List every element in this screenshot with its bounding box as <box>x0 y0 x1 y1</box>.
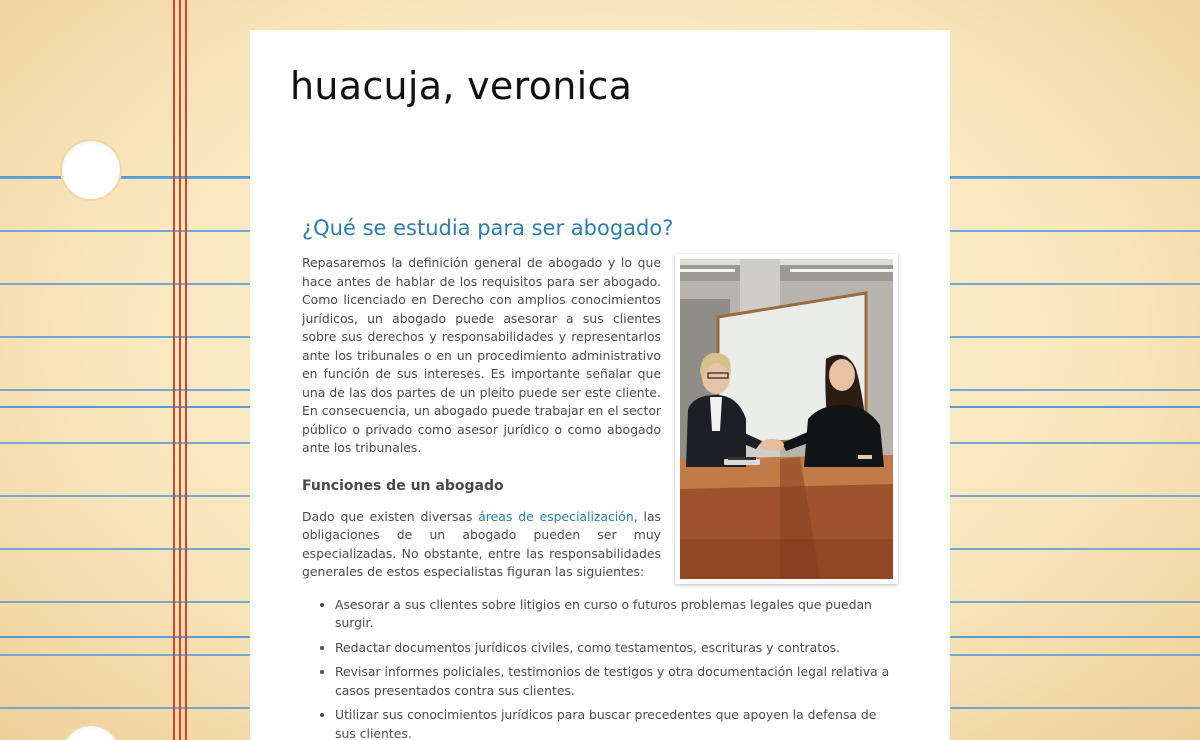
margin-line <box>173 0 175 740</box>
post-image-frame <box>675 254 898 584</box>
duties-list <box>302 596 898 740</box>
blog-post <box>302 216 898 740</box>
handshake-photo <box>680 259 893 579</box>
post-title[interactable]: ¿Qué se estudia para ser abogado? <box>302 216 674 240</box>
section-heading: Funciones de un abogado <box>302 477 504 494</box>
section-text-after-link: , las obligaciones de un abogado pueden ser muy especializadas. No obstante, entre las responsabilidades generales de estos especialistas figuran las siguientes: <box>302 508 661 579</box>
specialization-link[interactable]: áreas de especialización <box>478 508 634 524</box>
margin-line <box>185 0 187 740</box>
list-item: • Redactar documentos jurídicos civiles, como testamentos, escrituras y contratos. <box>335 639 898 658</box>
section-text-before-link: Dado que existen diversas <box>302 508 479 524</box>
blog-title[interactable]: huacuja, veronica <box>290 64 633 108</box>
list-item: • Revisar informes policiales, testimonios de testigos y otra documentación legal relativa a casos presentados contra sus clientes. <box>335 663 898 700</box>
list-item: • Utilizar sus conocimientos jurídicos para buscar precedentes que apoyen la defensa de sus clientes. <box>335 706 898 740</box>
binder-hole <box>62 141 120 199</box>
content-sheet <box>250 30 950 740</box>
margin-line <box>179 0 181 740</box>
list-item: • Asesorar a sus clientes sobre litigios en curso o futuros problemas legales que puedan surgir. <box>335 596 898 633</box>
intro-paragraph: Repasaremos la definición general de abogado y lo que hace antes de hablar de los requisitos para ser abogado. Como licenciado en Derecho con amplios conocimientos jurídicos, un abogado puede asesorar a sus clientes sobre sus derechos y responsabilidades y representarlos ante los tribunales o en un procedimiento administrativo en función de sus intereses. Es importante señalar que una de las dos partes de un pleito puede ser este cliente. En consecuencia, un abogado puede trabajar en el sector público o privado como asesor jurídico o como abogado ante los tribunales. <box>302 255 661 455</box>
binder-hole <box>62 726 120 740</box>
